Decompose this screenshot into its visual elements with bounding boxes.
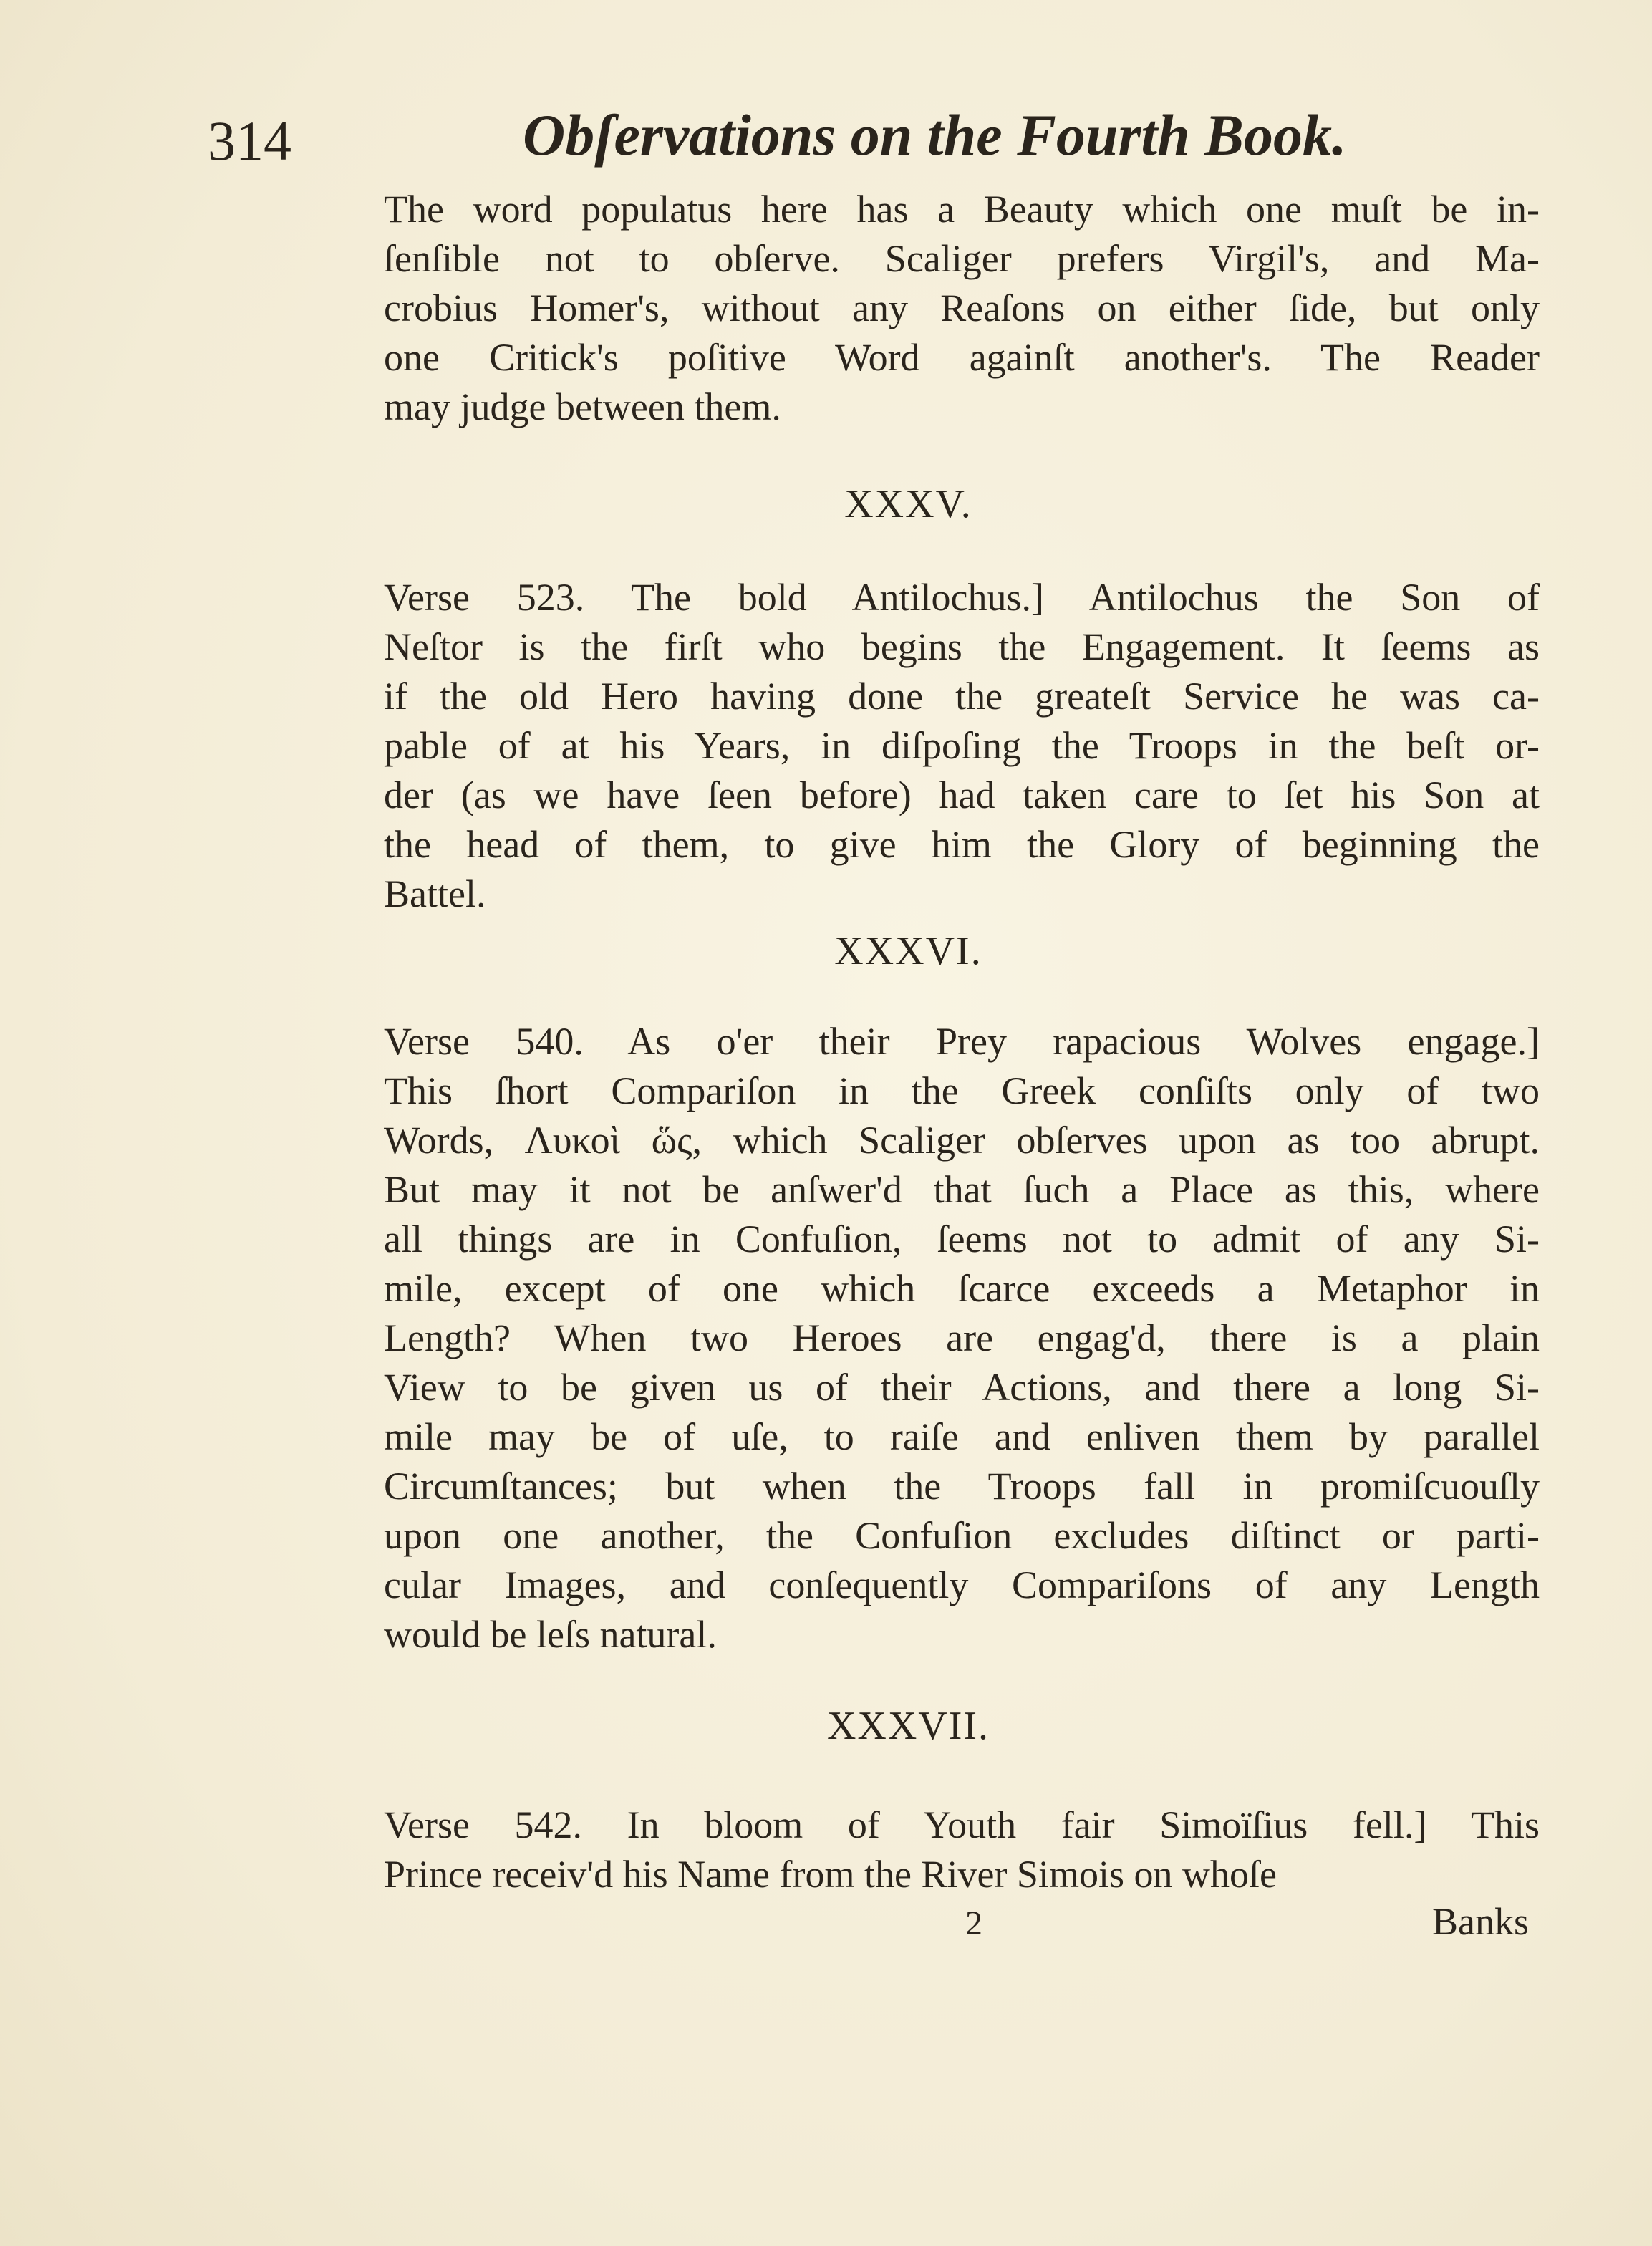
text-line: one Critick's poſitive Word againſt another's. The Reader <box>384 336 1540 379</box>
section-heading-xxxv: XXXV. <box>844 482 972 526</box>
running-head: Obſervations on the Fourth Book. <box>523 102 1347 168</box>
text-line: der (as we have ſeen before) had taken care to ſet his Son at <box>384 773 1540 816</box>
text-line: all things are in Confuſion, ſeems not to admit of any Si- <box>384 1218 1540 1261</box>
text-line: But may it not be anſwer'd that ſuch a Place as this, where <box>384 1168 1540 1211</box>
text-line: Words, Λυκοὶ ὥς, which Scaliger obſerves upon as too abrupt. <box>384 1119 1540 1162</box>
section-heading-xxxvi: XXXVI. <box>834 929 982 973</box>
text-line: Neſtor is the firſt who begins the Engagement. It ſeems as <box>384 625 1540 668</box>
text-line: Length? When two Heroes are engag'd, there is a plain <box>384 1316 1540 1359</box>
text-line: Prince receiv'd his Name from the River Simois on whoſe <box>384 1853 1277 1896</box>
text-line: Verse 542. In bloom of Youth fair Simoïſius fell.] This <box>384 1803 1540 1846</box>
text-line: if the old Hero having done the greateſt Service he was ca- <box>384 675 1540 718</box>
text-line: Circumſtances; but when the Troops fall in promiſcuouſly <box>384 1465 1540 1508</box>
text-line: Verse 523. The bold Antilochus.] Antilochus the Son of <box>384 576 1540 619</box>
text-line: Verse 540. As o'er their Prey rapacious Wolves engage.] <box>384 1020 1540 1063</box>
text-line: Battel. <box>384 872 486 915</box>
text-line: the head of them, to give him the Glory of beginning the <box>384 823 1540 866</box>
paragraph-verse-540 <box>384 1017 1540 1659</box>
text-line: crobius Homer's, without any Reaſons on either ſide, but only <box>384 286 1540 329</box>
section-heading-xxxvii: XXXVII. <box>826 1704 990 1748</box>
catchword: Banks <box>1432 1900 1529 1943</box>
page-number: 314 <box>208 110 291 172</box>
paragraph-verse-523 <box>384 573 1540 919</box>
text-line: The word populatus here has a Beauty which one muſt be in- <box>384 188 1540 231</box>
signature-mark: 2 <box>965 1904 982 1942</box>
text-line: mile may be of uſe, to raiſe and enliven them by parallel <box>384 1415 1540 1458</box>
text-line: may judge between them. <box>384 385 781 428</box>
paragraph-populatus <box>384 185 1540 432</box>
text-line: cular Images, and conſequently Compariſons of any Length <box>384 1563 1540 1606</box>
text-line: ſenſible not to obſerve. Scaliger prefers Virgil's, and Ma- <box>384 237 1540 280</box>
text-line: View to be given us of their Actions, and there a long Si- <box>384 1366 1540 1409</box>
text-line: upon one another, the Confuſion excludes diſtinct or parti- <box>384 1514 1540 1557</box>
text-line: would be leſs natural. <box>384 1613 717 1656</box>
text-line: pable of at his Years, in diſpoſing the Troops in the beſt or- <box>384 724 1540 767</box>
paragraph-verse-542 <box>384 1801 1540 1899</box>
text-line: This ſhort Compariſon in the Greek conſiſts only of two <box>384 1069 1540 1112</box>
text-line: mile, except of one which ſcarce exceeds a Metaphor in <box>384 1267 1540 1310</box>
